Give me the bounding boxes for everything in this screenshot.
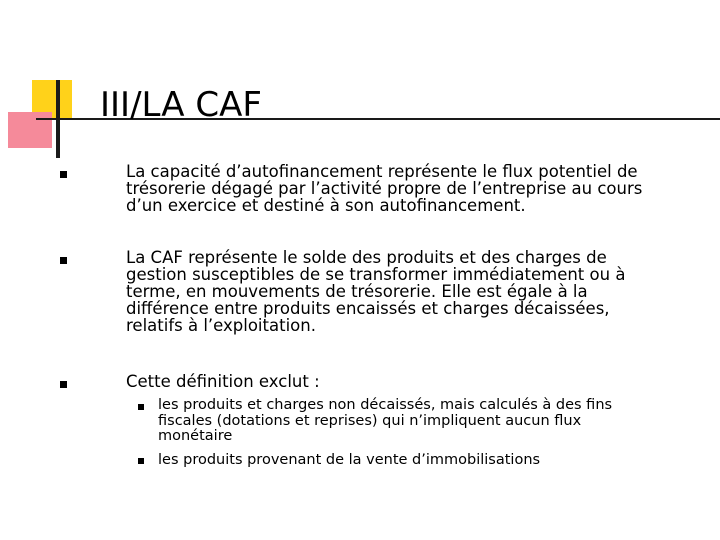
sub-bullet-square-icon (138, 404, 144, 410)
sub-bullet-text: les produits et charges non décaissés, mais calculés à des fins fiscales (dotations et reprises) qui n’impliquent aucun flux monétaire (158, 397, 613, 444)
bullet-square-icon (60, 171, 67, 178)
bullet-square-icon (60, 257, 67, 264)
bullet-text: Cette définition exclut : (126, 372, 320, 391)
sub-bullet-text: les produits provenant de la vente d’immobilisations (158, 452, 541, 468)
slide-title: III/LA CAF (100, 85, 262, 125)
bullet-text: La capacité d’autofinancement représente le flux potentiel de trésorerie dégagé par l’activité propre de l’entreprise au cours d’un exercice et destiné à son autofinancement. (126, 162, 643, 215)
bullet-square-icon (60, 381, 67, 388)
sub-bullet-square-icon (138, 458, 144, 464)
bullet-text: La CAF représente le solde des produits et des charges de gestion susceptibles de se transformer immédiatement ou à terme, en mouvements de trésorerie. Elle est égale à la différence entre produits encaissés et charges décaissées, relatifs à l’exploitation. (126, 248, 626, 335)
